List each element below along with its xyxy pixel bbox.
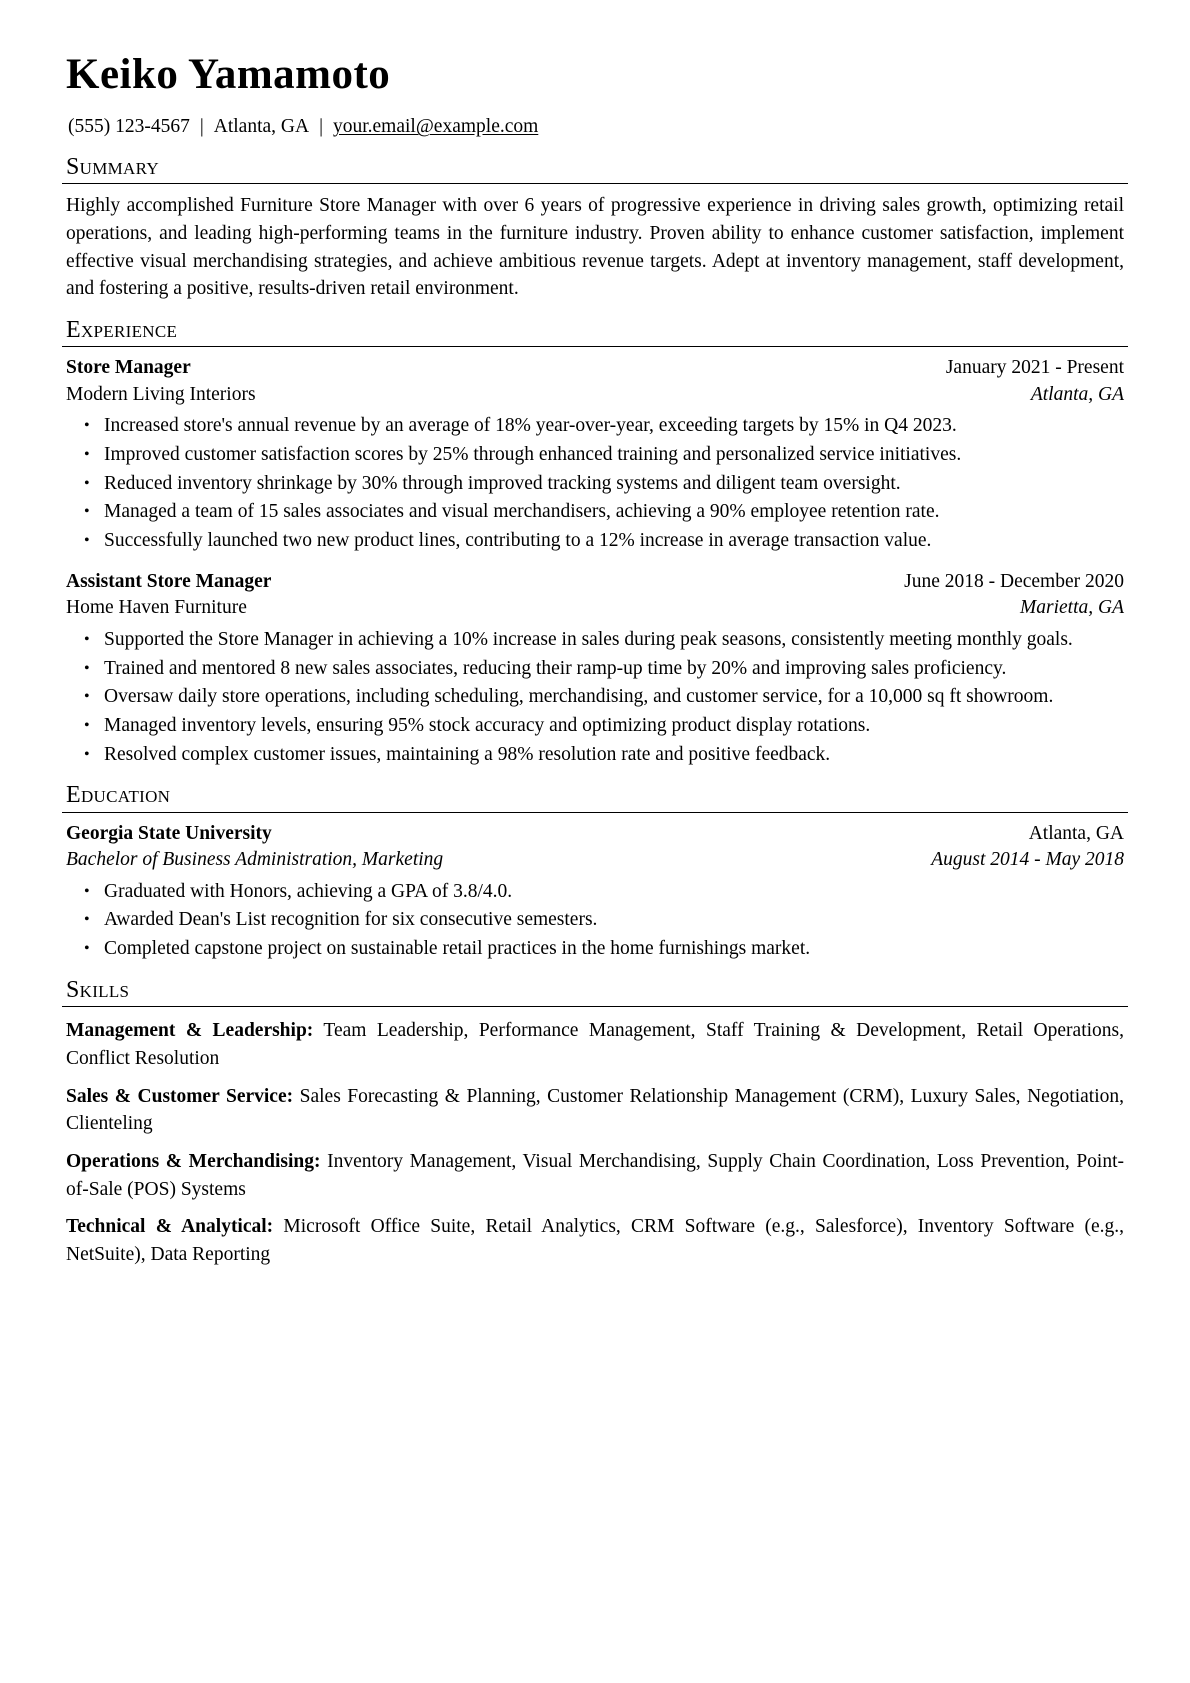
skill-group <box>66 1148 1124 1203</box>
experience-heading: Experience <box>66 316 178 343</box>
section-rule <box>62 346 1128 347</box>
experience-entry <box>62 355 1128 554</box>
job-bullet-list <box>62 412 1128 554</box>
email-link[interactable]: your.email@example.com <box>332 116 539 138</box>
education-heading: Education <box>66 782 171 809</box>
skill-group <box>66 1213 1124 1268</box>
education-bullet: • Graduated with Honors, achieving a GPA of 3.8/4.0. <box>104 878 1128 906</box>
job-bullet: • Increased store's annual revenue by an average of 18% year-over-year, exceeding targets by 15% in Q4 2023. <box>104 412 1128 440</box>
experience-title-row <box>62 569 1128 596</box>
company-name: Home Haven Furniture <box>66 597 247 619</box>
job-bullet: • Oversaw daily store operations, including scheduling, merchandising, and customer service, for a 10,000 sq ft showroom. <box>104 683 1128 711</box>
skill-category-label: Technical & Analytical: <box>66 1216 274 1238</box>
skill-items: Team Leadership, Performance Management, Staff Training & Development, Retail Operations, Conflict Resolution <box>66 1020 1124 1069</box>
school-name: Georgia State University <box>66 822 272 844</box>
job-location: Marietta, GA <box>1020 597 1124 619</box>
skills-heading: Skills <box>66 976 130 1003</box>
experience-company-row <box>62 382 1128 409</box>
contact-separator-2: | <box>319 116 323 138</box>
skill-category-label: Operations & Merchandising: <box>66 1150 321 1172</box>
job-location: Atlanta, GA <box>1030 383 1124 405</box>
job-bullet: • Supported the Store Manager in achieving a 10% increase in sales during peak seasons, consistently meeting monthly goals. <box>104 626 1128 654</box>
job-bullet: • Reduced inventory shrinkage by 30% through improved tracking systems and diligent team oversight. <box>104 470 1128 498</box>
job-title: Store Manager <box>66 357 191 379</box>
skill-category-label: Sales & Customer Service: <box>66 1085 294 1107</box>
job-bullet: • Successfully launched two new product lines, contributing to a 12% increase in average transaction value. <box>104 527 1128 555</box>
phone-number: (555) 123-4567 <box>68 116 190 138</box>
job-bullet: • Managed inventory levels, ensuring 95% stock accuracy and optimizing product display rotations. <box>104 712 1128 740</box>
contact-location: Atlanta, GA <box>213 116 310 138</box>
skills-section <box>62 977 1128 1269</box>
education-bullet: • Awarded Dean's List recognition for six consecutive semesters. <box>104 906 1128 934</box>
job-bullet: • Trained and mentored 8 new sales associates, reducing their ramp-up time by 20% and improving sales proficiency. <box>104 655 1128 683</box>
education-bullet: • Completed capstone project on sustainable retail practices in the home furnishings market. <box>104 935 1128 963</box>
experience-company-row <box>62 595 1128 622</box>
candidate-name: Keiko Yamamoto <box>66 51 391 98</box>
experience-section <box>62 317 1128 768</box>
summary-section <box>62 154 1128 303</box>
skill-items: Sales Forecasting & Planning, Customer Relationship Management (CRM), Luxury Sales, Negotiation, Clienteling <box>66 1085 1125 1135</box>
job-bullet: • Managed a team of 15 sales associates and visual merchandisers, achieving a 90% employee retention rate. <box>104 498 1128 526</box>
section-rule <box>62 183 1128 184</box>
section-rule <box>62 1006 1128 1007</box>
job-dates: June 2018 - December 2020 <box>904 570 1124 592</box>
skill-items: Microsoft Office Suite, Retail Analytics, CRM Software (e.g., Salesforce), Inventory Software (e.g., NetSuite), Data Reporting <box>66 1216 1125 1265</box>
education-degree-row <box>62 847 1128 874</box>
company-name: Modern Living Interiors <box>66 383 256 405</box>
education-dates: August 2014 - May 2018 <box>931 849 1124 871</box>
skill-category-label: Management & Leadership: <box>66 1020 314 1042</box>
skill-group <box>66 1083 1124 1138</box>
skill-group <box>66 1017 1124 1072</box>
education-entry <box>62 821 1128 963</box>
job-title: Assistant Store Manager <box>66 570 272 592</box>
education-bullet-list <box>62 878 1128 963</box>
school-location: Atlanta, GA <box>1028 822 1124 844</box>
contact-line <box>68 114 1128 139</box>
education-section <box>62 782 1128 962</box>
contact-separator-1: | <box>199 116 204 138</box>
job-bullet: • Resolved complex customer issues, maintaining a 98% resolution rate and positive feedback. <box>104 741 1128 769</box>
education-school-row <box>62 821 1128 848</box>
job-bullet: • Improved customer satisfaction scores by 25% through enhanced training and personalized service initiatives. <box>104 441 1128 469</box>
summary-text: Highly accomplished Furniture Store Manager with over 6 years of progressive experience in driving sales growth, optimizing retail operations, and leading high-performing teams in the furniture industry. Proven ability to enhance customer satisfaction, implement effective visual merchandising strategies, and achieve ambitious revenue targets. Adept at inventory management, staff development, and fostering a positive, results-driven retail environment. <box>66 195 1124 300</box>
skill-items: Inventory Management, Visual Merchandising, Supply Chain Coordination, Loss Prevention, Point-of-Sale (POS) Systems <box>66 1150 1125 1200</box>
experience-title-row <box>62 355 1128 382</box>
summary-heading: Summary <box>66 153 159 180</box>
section-rule <box>62 812 1128 813</box>
experience-entry <box>62 569 1128 768</box>
job-bullet-list <box>62 626 1128 768</box>
job-dates: January 2021 - Present <box>945 357 1124 379</box>
degree-name: Bachelor of Business Administration, Marketing <box>66 849 444 871</box>
